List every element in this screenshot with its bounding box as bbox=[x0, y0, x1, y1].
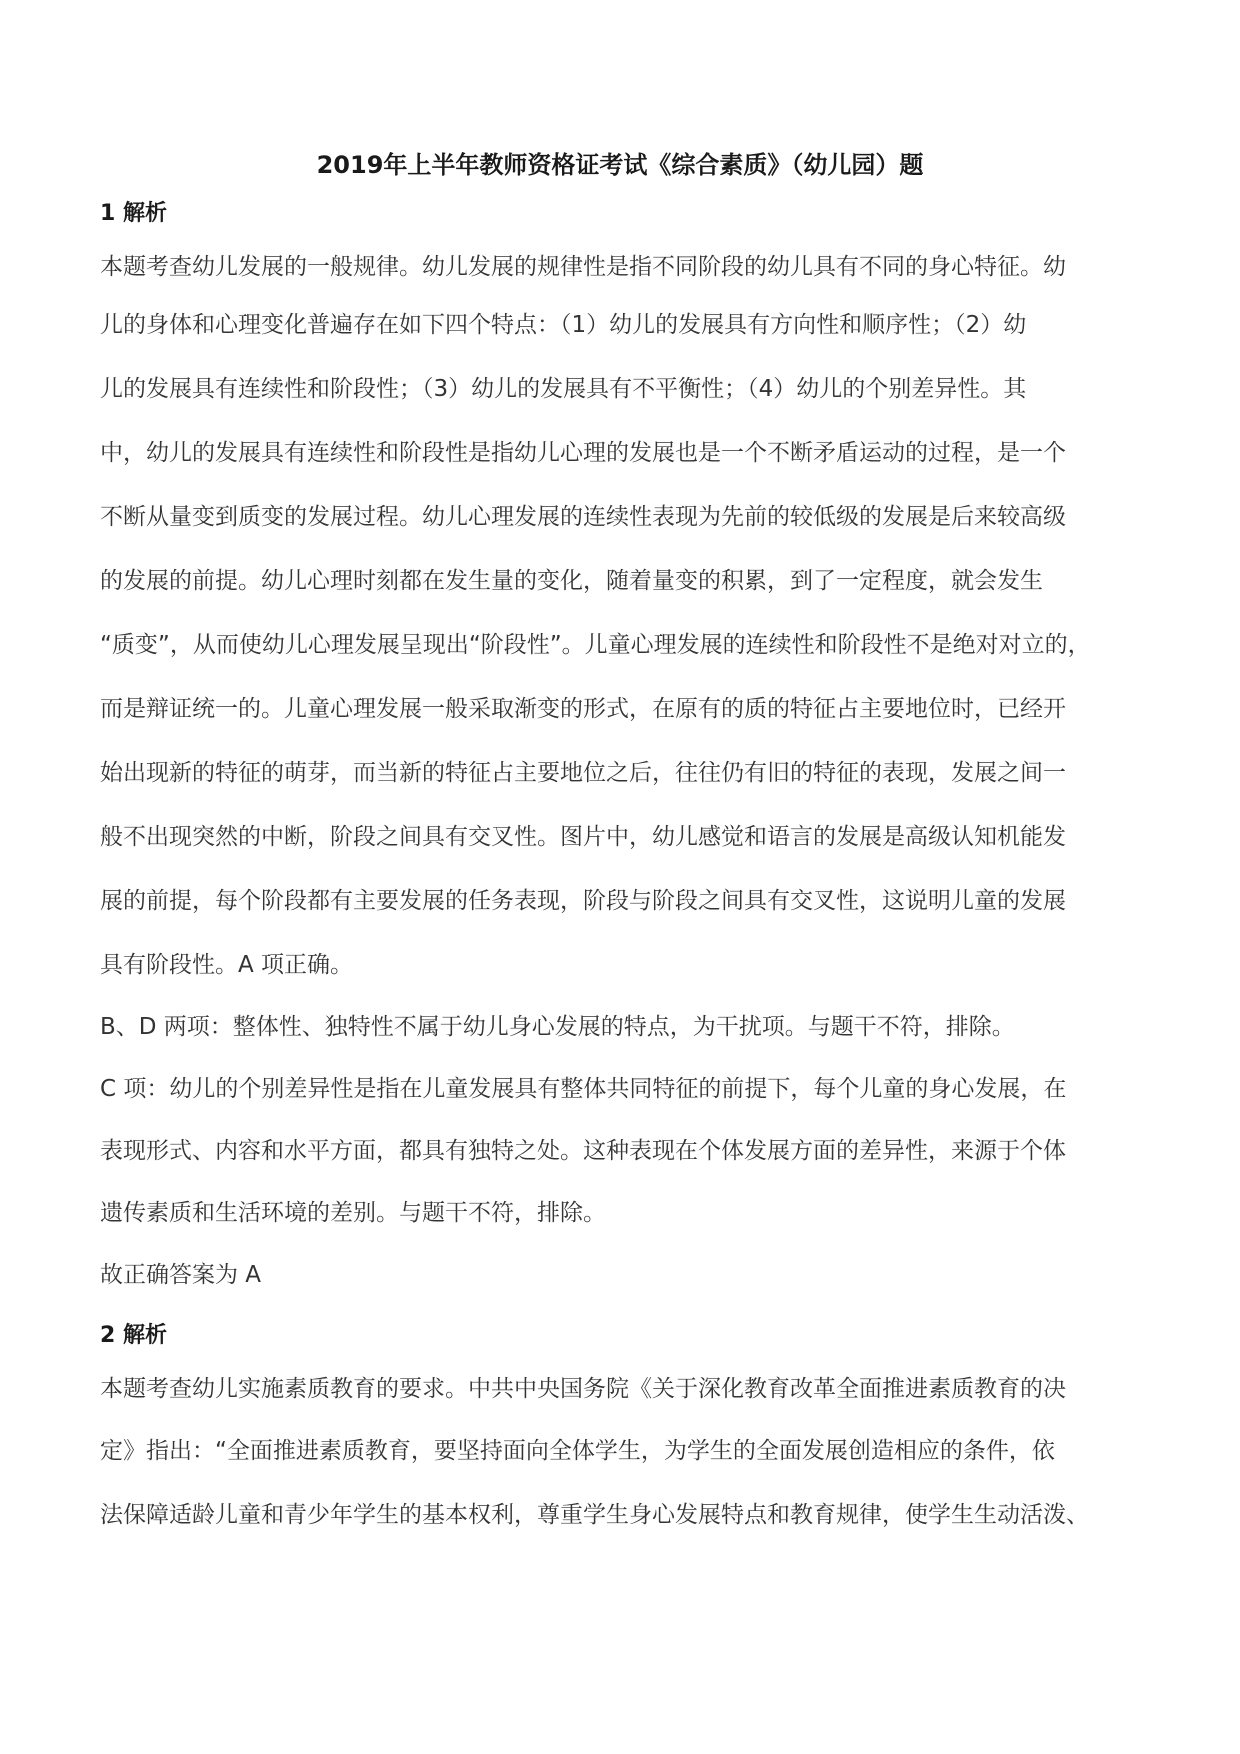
option-c-line: C 项：幼儿的个别差异性是指在儿童发展具有整体共同特征的前提下，每个儿童的身心发展，在 bbox=[100, 1076, 1067, 1102]
answer-line: 故正确答案为 A bbox=[100, 1262, 262, 1288]
section-2-line: 本题考查幼儿实施素质教育的要求。中共中央国务院《关于深化教育改革全面推进素质教育的决 bbox=[100, 1376, 1066, 1402]
section-1-line: 而是辩证统一的。儿童心理发展一般采取渐变的形式，在原有的质的特征占主要地位时，已经开 bbox=[100, 696, 1066, 722]
section-2-line: 定》指出：“全面推进素质教育，要坚持面向全体学生，为学生的全面发展创造相应的条件，依 bbox=[100, 1438, 1055, 1464]
section-1-heading: 1 解析 bbox=[100, 201, 167, 226]
document-title: 2019年上半年教师资格证考试《综合素质》（幼儿园）题 bbox=[316, 151, 924, 179]
section-1-line: 中，幼儿的发展具有连续性和阶段性是指幼儿心理的发展也是一个不断矛盾运动的过程，是一个 bbox=[100, 440, 1066, 466]
section-2-heading: 2 解析 bbox=[100, 1323, 167, 1348]
section-2-line: 法保障适龄儿童和青少年学生的基本权利，尊重学生身心发展特点和教育规律，使学生生动活泼、 bbox=[100, 1502, 1089, 1528]
section-1-line: 不断从量变到质变的发展过程。幼儿心理发展的连续性表现为先前的较低级的发展是后来较高级 bbox=[100, 504, 1066, 530]
section-1-line: 展的前提，每个阶段都有主要发展的任务表现，阶段与阶段之间具有交叉性，这说明儿童的发展 bbox=[100, 888, 1066, 914]
section-1-line: 般不出现突然的中断，阶段之间具有交叉性。图片中，幼儿感觉和语言的发展是高级认知机能发 bbox=[100, 824, 1066, 850]
section-1-line: 的发展的前提。幼儿心理时刻都在发生量的变化，随着量变的积累，到了一定程度，就会发生 bbox=[100, 568, 1043, 594]
option-c-line: 表现形式、内容和水平方面，都具有独特之处。这种表现在个体发展方面的差异性，来源于个体 bbox=[100, 1138, 1066, 1164]
option-bd-line: B、D 两项：整体性、独特性不属于幼儿身心发展的特点，为干扰项。与题干不符，排除。 bbox=[100, 1014, 1015, 1040]
section-1-line: 具有阶段性。A 项正确。 bbox=[100, 952, 354, 978]
section-1-line: “质变”，从而使幼儿心理发展呈现出“阶段性”。儿童心理发展的连续性和阶段性不是绝对对立的， bbox=[100, 632, 1091, 658]
option-c-line: 遗传素质和生活环境的差别。与题干不符，排除。 bbox=[100, 1200, 606, 1226]
section-1-line: 始出现新的特征的萌芽，而当新的特征占主要地位之后，往往仍有旧的特征的表现，发展之间一 bbox=[100, 760, 1066, 786]
section-1-line: 本题考查幼儿发展的一般规律。幼儿发展的规律性是指不同阶段的幼儿具有不同的身心特征。幼 bbox=[100, 254, 1066, 280]
section-1-line: 儿的发展具有连续性和阶段性；（3）幼儿的发展具有不平衡性；（4）幼儿的个别差异性。其 bbox=[100, 376, 1027, 402]
section-1-line: 儿的身体和心理变化普遍存在如下四个特点：（1）幼儿的发展具有方向性和顺序性；（2）幼 bbox=[100, 312, 1027, 338]
